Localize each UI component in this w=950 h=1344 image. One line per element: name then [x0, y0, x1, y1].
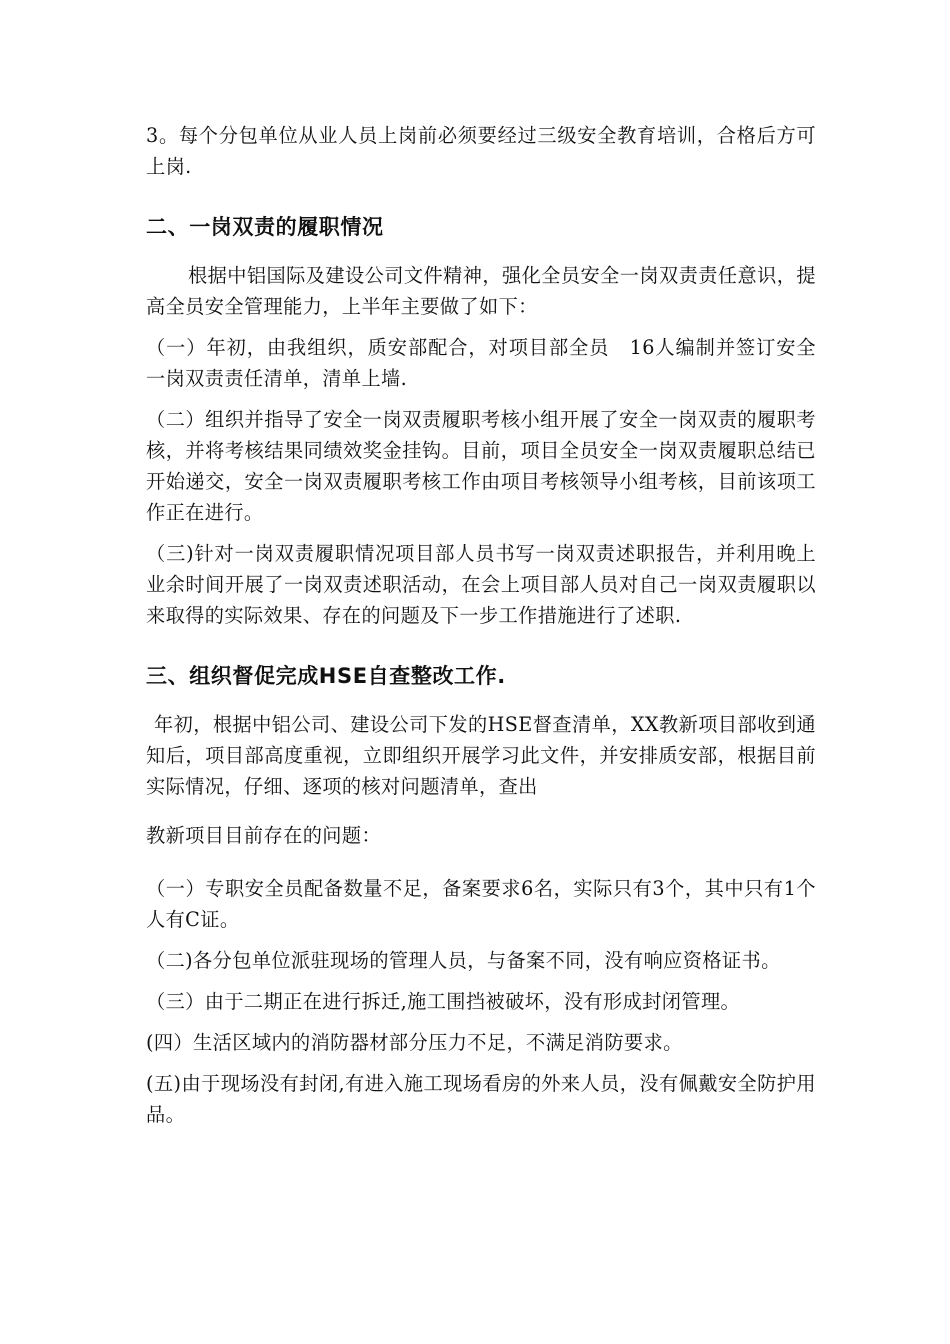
- document-body: [146, 120, 816, 1130]
- list-item-performance-assessment: （二）组织并指导了安全一岗双责履职考核小组开展了安全一岗双责的履职考核，并将考核结果同绩效奖金挂钩。目前，项目全员安全一岗双责履职总结已开始递交，安全一岗双责履职考核工作由项目考核领导小组考核，目前该项工作正在进行。: [146, 408, 816, 524]
- paragraph-hse-checklist-intro: 年初，根据中铝公司、建设公司下发的HSE督查清单，XX教新项目部收到通知后，项目部高度重视，立即组织开展学习此文件，并安排质安部，根据目前实际情况，仔细、逐项的核对问题清单，查出: [146, 713, 816, 798]
- problem-item-outside-visitors: (五)由于现场没有封闭,有进入施工现场看房的外来人员，没有佩戴安全防护用品。: [146, 1072, 816, 1126]
- paragraph-existing-problems: 教新项目目前存在的问题：: [146, 824, 382, 847]
- problem-item-safety-staff: （一）专职安全员配备数量不足，备案要求6名，实际只有3个，其中只有1个人有C证。: [146, 877, 816, 931]
- section-heading-hse-inspection: 三、组织督促完成HSE自查整改工作.: [146, 664, 506, 688]
- paragraph-intro-dual-responsibility: 根据中铝国际及建设公司文件精神，强化全员安全一岗双责责任意识，提高全员安全管理能力，上半年主要做了如下：: [146, 264, 816, 318]
- list-item-duty-report: （三)针对一岗双责履职情况项目部人员书写一岗双责述职报告，并利用晚上业余时间开展了一岗双责述职活动，在会上项目部人员对自己一岗双责履职以来取得的实际效果、存在的问题及下一步工作措施进行了述职.: [146, 542, 816, 627]
- problem-item-fence-damage: （三）由于二期正在进行拆迁,施工围挡被破坏，没有形成封闭管理。: [146, 990, 741, 1013]
- list-item-responsibility-checklist: （一）年初，由我组织，质安部配合，对项目部全员 16人编制并签订安全一岗双责责任清单，清单上墙.: [146, 336, 816, 390]
- section-heading-dual-responsibility: 二、一岗双责的履职情况: [146, 215, 384, 239]
- problem-item-subcontractor-managers: （二)各分包单位派驻现场的管理人员，与备案不同，没有响应资格证书。: [146, 949, 781, 972]
- problem-item-fire-equipment: (四）生活区域内的消防器材部分压力不足，不满足消防要求。: [146, 1031, 683, 1054]
- paragraph-training-requirement: 3。每个分包单位从业人员上岗前必须要经过三级安全教育培训，合格后方可上岗.: [146, 124, 816, 178]
